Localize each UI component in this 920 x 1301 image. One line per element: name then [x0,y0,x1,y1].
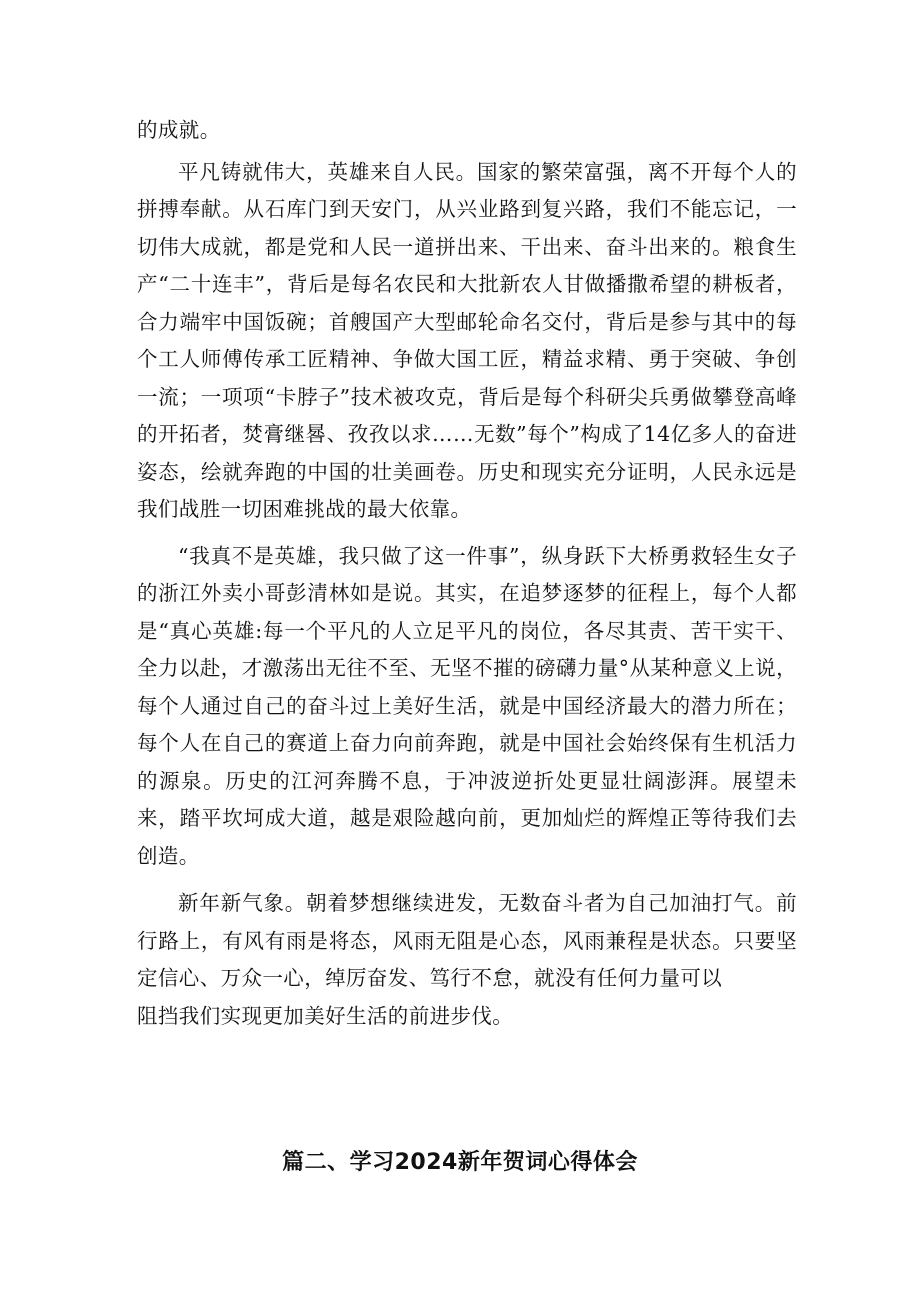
paragraph-true-heroes: “我真不是英雄，我只做了这一件事”，纵身跃下大桥勇救轻生女子的浙江外卖小哥彭清林如是说。其实，在追梦逐梦的征程上，每个人都是“真心英雄:每一个平凡的人立足平凡的岗位，各尽其责、苦干实干、全力以赴，才激荡出无往不至、无坚不摧的磅礴力量°从某种意义上说，每个人通过自己的奋斗过上美好生活，就是中国经济最大的潜力所在；每个人在自己的赛道上奋力向前奔跑，就是中国社会始终保有生机活力的源泉。历史的江河奔腾不息，于冲波逆折处更显壮阔澎湃。展望未来，踏平坎坷成大道，越是艰险越向前，更加灿烂的辉煌正等待我们去创造。 [137,543,797,868]
paragraph-ordinary-heroes: 平凡铸就伟大，英雄来自人民。国家的繁荣富强，离不开每个人的拼搏奉献。从石库门到天安门，从兴业路到复兴路，我们不能忘记，一切伟大成就，都是党和人民一道拼出来、干出来、奋斗出来的。粮食生产“二十连丰”，背后是每名农民和大批新农人甘做播撒希望的耕板者，合力端牢中国饭碗；首艘国产大型邮轮命名交付，背后是参与其中的每个工人师傅传承工匠精神、争做大国工匠，精益求精、勇于突破、争创一流；一项项“卡脖子”技术被攻克，背后是每个科研尖兵勇做攀登高峰的开拓者，焚膏继晷、孜孜以求……无数”每个”构成了14亿多人的奋进姿态，绘就奔跑的中国的壮美画卷。历史和现实充分证明，人民永远是我们战胜一切困难挑战的最大依靠。 [137,159,797,521]
section-heading: 篇二、学习2024新年贺词心得体会 [282,1150,638,1175]
paragraph-closing-line: 阻挡我们实现更加美好生活的前进步伐。 [137,1003,514,1028]
document-body [137,112,797,1035]
paragraph-continuation: 的成就。 [137,118,221,142]
paragraph-new-year: 新年新气象。朝着梦想继续进发，无数奋斗者为自己加油打气。前行路上，有风有雨是将态，风雨无阻是心态，风雨兼程是状态。只要坚定信心、万众一心，绰厉奋发、笃行不怠，就没有任何力量可以 [137,891,797,990]
